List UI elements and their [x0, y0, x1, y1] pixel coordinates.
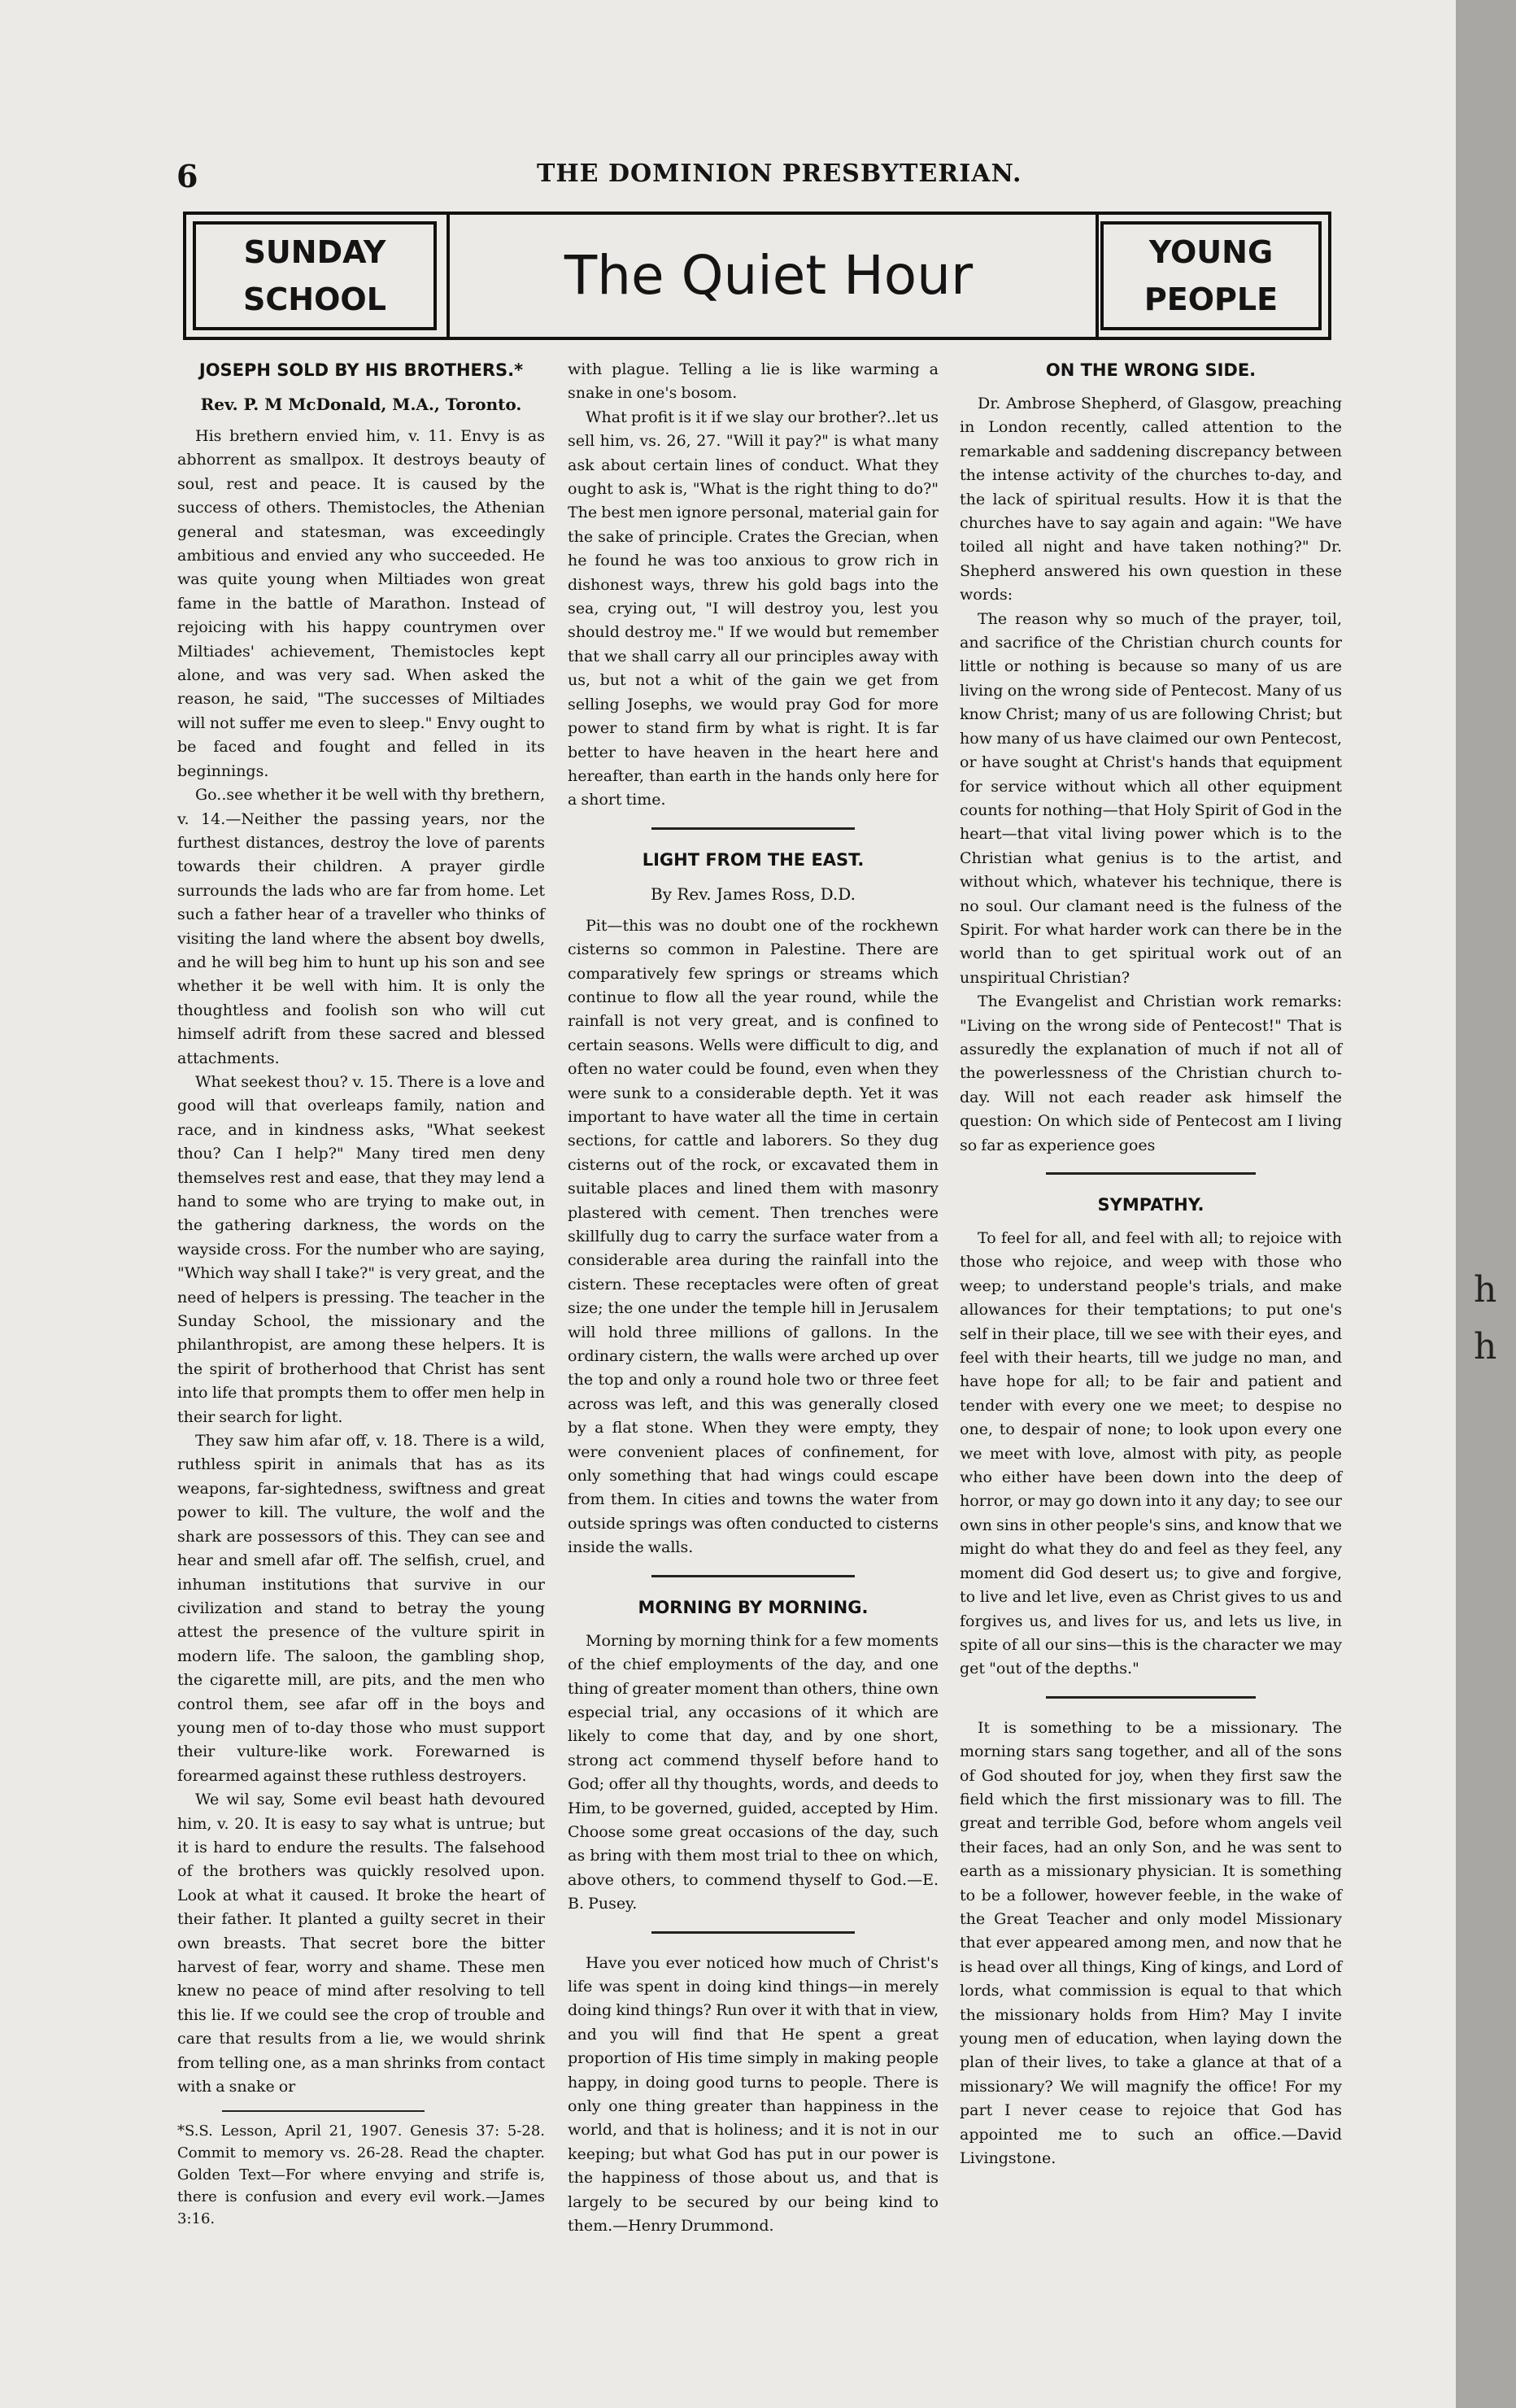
column-right [960, 358, 1342, 2170]
paragraph: His brethern envied him, v. 11. Envy is as abhorrent as smallpox. It destroys beauty of soul, rest and peace. It is caused by the success of others. Themistocles, the Athenian general and statesman, was exceedingly ambitious and envied any who succeeded. He was quite young when Miltiades won great fame in the battle of Marathon. Instead of rejoicing with his happy countrymen over Miltiades' achievement, Themistocles kept alone, and was very sad. When asked the reason, he said, "The successes of Miltiades will not suffer me even to sleep." Envy ought to be faced and fought and felled in its beginnings. [177, 427, 545, 780]
section-rule [1046, 1696, 1257, 1699]
lesson-footnote: *S.S. Lesson, April 21, 1907. Genesis 37: 5-28. Commit to memory vs. 26-28. Read the chapter. Golden Text—For where envying and strife is, there is confusion and every evil work.—James 3:16. [177, 2122, 545, 2228]
edge-glyph: h [1474, 1269, 1497, 1311]
banner-right-line1: YOUNG [1148, 234, 1274, 270]
section-rule [651, 1931, 856, 1934]
section-rule [651, 1575, 856, 1577]
continued-paragraph: with plague. Telling a lie is like warming a snake in one's bosom. [568, 360, 939, 403]
paragraph: To feel for all, and feel with all; to rejoice with those who rejoice, and weep with those who weep; to understand people's trials, and make allowances for their temptations; to put one's self in their place, till we see with their eyes, and feel with their hearts, till we judge no man, and have hope for all; to be fair and patient and tender with every one we meet; to despise no one, to despair of none; to look upon every one we meet with love, almost with pity, as people who either have been down into the deep of horror, or may go down into it any day; to see our own sins in other people's sins, and know that we might do what they do and feel as they feel, any moment did God desert us; to give and forgive, to live and let live, even as Christ gives to us and forgives us, and lives for us, and lets us live, in spite of all our sins—this is the character we may get "out of the depths." [960, 1229, 1342, 1678]
paragraph: What profit is it if we slay our brother?..let us sell him, vs. 26, 27. "Will it pay?" is what many ask about certain lines of conduct. What they ought to ask is, "What is the right thing to do?" The best men ignore personal, material gain for the sake of principle. Crates the Grecian, when he found he was too anxious to grow rich in dishonest ways, threw his gold bags into the sea, crying out, "I will destroy you, lest you should destroy me." If we would but remember that we shall carry all our principles away with us, but not a whit of the gain we get from selling Josephs, we would pray God for more power to stand firm by what is right. It is far better to have heaven in the heart here and hereafter, than earth in the hands only here for a short time. [568, 408, 939, 809]
page-number: 6 [176, 158, 198, 194]
paragraph: Have you ever noticed how much of Christ's life was spent in doing kind things—in merely doing kind things? Run over it with that in view, and you will find that He spent a great proportion of His time simply in making people happy, in doing good turns to people. There is only one thing greater than happiness in the world, and that is holiness; and it is not in our keeping; but what God has put in our power is the happiness of those about us, and that is largely to be secured by our being kind to them.—Henry Drummond. [568, 1953, 939, 2236]
section-rule [651, 827, 856, 830]
page-edge [1456, 0, 1516, 2408]
footnote-rule [222, 2110, 425, 2112]
young-people-box [1100, 221, 1322, 330]
banner-title: The Quiet Hour [564, 244, 974, 307]
paragraph: The reason why so much of the prayer, toil, and sacrifice of the Christian church counts for little or nothing is because so many of us are living on the wrong side of Pentecost. Many of us know Christ; many of us are following Christ; but how many of us have claimed our own Pentecost, or have sought at Christ's hands that equipment for service without which all other equipment counts for nothing—that Holy Spirit of God in the heart—that vital living power which is to the Christian what genius is to the artist, and without which, whatever his technique, there is no soul. Our clamant need is the fulness of the Spirit. For what harder work can there be in the world than to get spiritual work out of an unspiritual Christian? [960, 609, 1342, 987]
article-heading-sympathy: SYMPATHY. [1097, 1195, 1205, 1215]
article-heading-morning: MORNING BY MORNING. [638, 1597, 869, 1617]
banner-left-line1: SUNDAY [243, 234, 386, 270]
column-left [177, 358, 545, 2230]
byline-ross: By Rev. James Ross, D.D. [651, 883, 856, 904]
sunday-school-box [193, 221, 437, 330]
paragraph: They saw him afar off, v. 18. There is a wild, ruthless spirit in animals that has as its weapons, far-sightedness, swiftness and great power to kill. The vulture, the wolf and the shark are possessors of this. They can see and hear and smell afar off. The selfish, cruel, and inhuman institutions that survive in our civilization and stand to betray the young attest the presence of the vulture spirit in modern life. The saloon, the gambling shop, the cigarette mill, are pits, and the men who control them, see afar off in the boys and young men of to-day those who must support their vulture-like work. Forewarned is forearmed against these ruthless destroyers. [177, 1432, 545, 1785]
edge-glyph: h [1474, 1326, 1497, 1368]
section-rule [1046, 1172, 1257, 1175]
paragraph: Go..see whether it be well with thy brethern, v. 14.—Neither the passing years, nor the furthest distances, destroy the love of parents towards their children. A prayer girdle surrounds the lads who are far from home. Let such a father hear of a traveller who thinks of visiting the land where the absent boy dwells, and he will beg him to hunt up his son and see whether it be well with him. It is only the thoughtless and foolish son who will cut himself adrift from these sacred and blessed attachments. [177, 786, 545, 1067]
paragraph: The Evangelist and Christian work remarks: "Living on the wrong side of Pentecost!" That is assuredly the explanation of much if not all of the powerlessness of the Christian church to-day. Will not each reader ask himself the question: On which side of Pentecost am I living so far as experience goes [960, 992, 1342, 1154]
byline-mcdonald: Rev. P. M McDonald, M.A., Toronto. [200, 395, 522, 414]
section-banner [183, 212, 1331, 340]
article-heading-light: LIGHT FROM THE EAST. [642, 849, 865, 870]
paragraph: It is something to be a missionary. The morning stars sang together, and all of the sons of God shouted for joy, when they first saw the field which the first missionary was to fill. The great and terrible God, before whom angels veil their faces, had an only Son, and he was sent to earth as a missionary physician. It is something to be a follower, however feeble, in the wake of the Great Teacher and only model Missionary that ever appeared among men, and now that he is head over all things, King of kings, and Lord of lords, what commission is equal to that which the missionary holds from Him? May I invite young men of education, when laying down the plan of their lives, to take a glance at that of a missionary? We will magnify the office! For my part I never cease to rejoice that God has appointed me to such an office.—David Livingstone. [960, 1718, 1342, 2168]
paragraph: Pit—this was no doubt one of the rockhewn cisterns so common in Palestine. There are comparatively few springs or streams which continue to flow all the year round, while the rainfall is not very great, and is confined to certain seasons. Wells were difficult to dig, and often no water could be found, even when they were sunk to a considerable depth. Yet it was important to have water all the time in certain sections, for cattle and laborers. So they dug cisterns out of the rock, or excavated them in suitable places and lined them with masonry plastered with cement. Then trenches were skillfully dug to carry the surface water from a considerable area during the rainfall into the cistern. These receptacles were often of great size; the one under the temple hill in Jerusalem will hold three millions of gallons. In the ordinary cistern, the walls were arched up over the top and only a round hole two or three feet across was left, and this was generally closed by a flat stone. When they were empty, they were convenient places of confinement, for only something that had wings could escape from them. In cities and towns the water from outside springs was often conducted to cisterns inside the walls. [568, 916, 939, 1557]
banner-divider-right [1096, 215, 1099, 337]
banner-left-line2: SCHOOL [243, 281, 386, 317]
article-heading-wrong-side: ON THE WRONG SIDE. [1045, 360, 1257, 380]
paragraph: Dr. Ambrose Shepherd, of Glasgow, preaching in London recently, called attention to the remarkable and saddening discrepancy between the intense activity of the churches to-day, and the lack of spiritual results. How it is that the churches have to say again and again: "We have toiled all night and have taken nothing?" Dr. Shepherd answered his own question in these words: [960, 395, 1342, 604]
running-title: THE DOMINION PRESBYTERIAN. [537, 159, 1022, 188]
paragraph: We wil say, Some evil beast hath devoured him, v. 20. It is easy to say what is untrue; but it is hard to endure the results. The falsehood of the brothers was quickly resolved upon. Look at what it caused. It broke the heart of their father. It planted a guilty secret in their own breasts. That secret bore the bitter harvest of fear, worry and shame. These men knew no peace of mind after resolving to tell this lie. If we could see the crop of trouble and care that results from a lie, we would shrink from telling one, as a man shrinks from contact with a snake or [177, 1791, 545, 2096]
article-heading-joseph: JOSEPH SOLD BY HIS BROTHERS.* [198, 360, 524, 380]
banner-right-line2: PEOPLE [1144, 281, 1279, 317]
column-middle [568, 358, 939, 2238]
paragraph: Morning by morning think for a few moments of the chief employments of the day, and one thing of greater moment than others, thine own especial trial, any occasions of it which are likely to come that day, and by one short, strong act commend thyself before hand to God; offer all thy thoughts, words, and deeds to Him, to be governed, guided, accepted by Him. Choose some great occasions of the day, such as bring with them most trial to thee on which, above others, to commend thyself to God.—E. B. Pusey. [568, 1631, 939, 1913]
paragraph: What seekest thou? v. 15. There is a love and good will that overleaps family, nation and race, and in kindness asks, "What seekest thou? Can I help?" Many tired men deny themselves rest and ease, that they may lend a hand to some who are trying to make out, in the gathering darkness, the words on the wayside cross. For the number who are saying, "Which way shall I take?" is very great, and the need of helpers is pressing. The teacher in the Sunday School, the missionary and the philanthropist, are among these helpers. It is the spirit of brotherhood that Christ has sent into life that prompts them to offer men help in their search for light. [177, 1072, 545, 1426]
